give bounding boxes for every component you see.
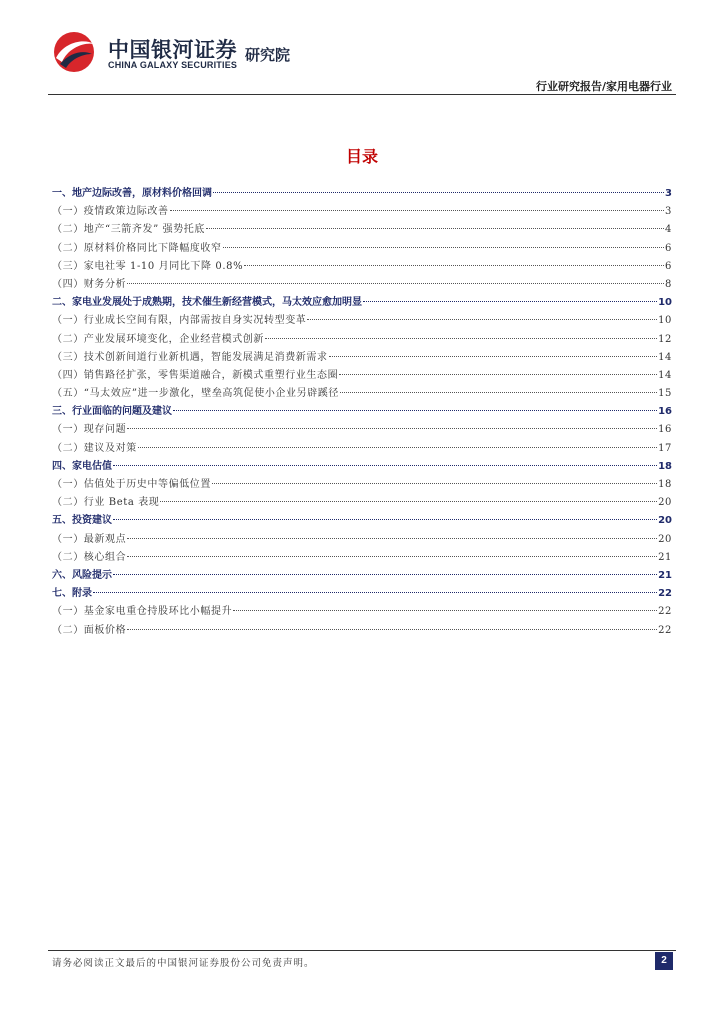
toc-dot-leader xyxy=(127,556,657,557)
toc-dot-leader xyxy=(339,374,657,375)
toc-entry-page: 10 xyxy=(658,315,672,327)
logo-english-name: CHINA GALAXY SECURITIES xyxy=(108,60,238,70)
toc-dot-leader xyxy=(233,610,657,611)
toc-entry-page: 17 xyxy=(658,442,672,454)
toc-subsection-entry[interactable] xyxy=(52,384,672,402)
toc-entry-page: 4 xyxy=(665,224,672,236)
table-of-contents xyxy=(52,184,672,639)
toc-entry-page: 21 xyxy=(658,551,672,563)
toc-entry-title: （一）估值处于历史中等偏低位置 xyxy=(52,479,211,490)
toc-entry-page: 21 xyxy=(658,569,672,581)
toc-section-entry[interactable] xyxy=(52,457,672,475)
toc-entry-page: 10 xyxy=(658,297,672,309)
toc-entry-page: 16 xyxy=(658,406,672,418)
toc-entry-page: 12 xyxy=(658,333,672,345)
toc-entry-title: （二）地产“三箭齐发” 强势托底 xyxy=(52,224,206,236)
toc-entry-page: 20 xyxy=(658,533,672,545)
toc-entry-title: （一）行业成长空间有限，内部需按自身实况转型变革 xyxy=(52,315,307,327)
toc-entry-page: 14 xyxy=(658,351,672,363)
toc-section-entry[interactable] xyxy=(52,402,672,420)
toc-entry-title: 六、风险提示 xyxy=(52,569,112,581)
toc-dot-leader xyxy=(127,629,657,630)
toc-subsection-entry[interactable] xyxy=(52,493,672,511)
toc-entry-page: 18 xyxy=(658,479,672,490)
document-type: 行业研究报告/家用电器行业 xyxy=(535,80,672,93)
toc-dot-leader xyxy=(127,428,657,429)
toc-entry-title: （三）家电社零 1-10 月同比下降 0.8% xyxy=(52,260,244,272)
toc-entry-page: 15 xyxy=(658,388,672,400)
toc-section-entry[interactable] xyxy=(52,584,672,602)
toc-subsection-entry[interactable] xyxy=(52,439,672,457)
galaxy-logo-icon xyxy=(50,30,98,74)
toc-entry-title: （一）疫情政策边际改善 xyxy=(52,206,169,218)
toc-subsection-entry[interactable] xyxy=(52,602,672,620)
toc-title: 目录 xyxy=(345,147,378,166)
toc-subsection-entry[interactable] xyxy=(52,330,672,348)
toc-subsection-entry[interactable] xyxy=(52,220,672,238)
toc-entry-title: （四）财务分析 xyxy=(52,278,127,290)
toc-subsection-entry[interactable] xyxy=(52,257,672,275)
toc-entry-page: 20 xyxy=(658,497,672,509)
toc-entry-title: （三）技术创新间道行业新机遇，智能发展满足消费新需求 xyxy=(52,351,328,363)
toc-entry-page: 3 xyxy=(665,188,672,199)
toc-entry-page: 6 xyxy=(665,242,672,254)
toc-dot-leader xyxy=(113,574,657,575)
toc-subsection-entry[interactable] xyxy=(52,239,672,257)
toc-dot-leader xyxy=(127,538,657,539)
toc-dot-leader xyxy=(127,283,664,284)
toc-dot-leader xyxy=(170,210,664,211)
toc-entry-title: 四、家电估值 xyxy=(52,460,112,472)
institute-label: 研究院 xyxy=(245,46,291,64)
toc-entry-title: （一）最新观点 xyxy=(52,533,127,545)
toc-entry-page: 18 xyxy=(658,460,672,472)
toc-subsection-entry[interactable] xyxy=(52,420,672,438)
toc-dot-leader xyxy=(363,301,657,302)
toc-subsection-entry[interactable] xyxy=(52,475,672,493)
logo-chinese-name: 中国银河证券 xyxy=(108,38,237,62)
toc-dot-leader xyxy=(138,447,657,448)
toc-entry-title: 七、附录 xyxy=(52,588,92,600)
toc-subsection-entry[interactable] xyxy=(52,348,672,366)
toc-subsection-entry[interactable] xyxy=(52,275,672,293)
toc-entry-title: 一、地产边际改善，原材料价格回调 xyxy=(52,188,212,199)
toc-subsection-entry[interactable] xyxy=(52,311,672,329)
toc-entry-page: 22 xyxy=(658,588,672,600)
footer-divider xyxy=(48,950,676,951)
toc-entry-page: 3 xyxy=(665,206,672,218)
toc-section-entry[interactable] xyxy=(52,293,672,311)
toc-dot-leader xyxy=(265,338,657,339)
toc-subsection-entry[interactable] xyxy=(52,366,672,384)
toc-subsection-entry[interactable] xyxy=(52,548,672,566)
toc-dot-leader xyxy=(206,228,664,229)
toc-section-entry[interactable] xyxy=(52,566,672,584)
toc-entry-page: 8 xyxy=(665,278,672,290)
toc-entry-page: 14 xyxy=(658,369,672,381)
page-number: 2 xyxy=(655,952,673,970)
toc-entry-page: 20 xyxy=(658,515,672,527)
toc-entry-page: 16 xyxy=(658,424,672,436)
toc-entry-title: （二）建议及对策 xyxy=(52,442,137,454)
header-divider xyxy=(48,94,676,95)
toc-entry-page: 22 xyxy=(658,606,672,618)
toc-subsection-entry[interactable] xyxy=(52,621,672,639)
toc-dot-leader xyxy=(340,392,657,393)
page-header xyxy=(0,0,724,100)
toc-entry-title: （二）核心组合 xyxy=(52,551,127,563)
toc-entry-title: （四）销售路径扩张，零售渠道融合，新模式重塑行业生态圈 xyxy=(52,369,339,381)
toc-entry-title: （二）面板价格 xyxy=(52,624,127,636)
toc-dot-leader xyxy=(113,465,657,466)
toc-dot-leader xyxy=(223,247,664,248)
footer-disclaimer: 请务必阅读正文最后的中国银河证券股份公司免责声明。 xyxy=(52,958,315,969)
toc-entry-title: （一）基金家电重仓持股环比小幅提升 xyxy=(52,606,233,618)
toc-dot-leader xyxy=(173,410,657,411)
toc-dot-leader xyxy=(244,265,664,266)
toc-entry-title: 二、家电业发展处于成熟期，技术催生新经营模式，马太效应愈加明显 xyxy=(52,297,362,309)
toc-subsection-entry[interactable] xyxy=(52,202,672,220)
toc-entry-page: 22 xyxy=(658,624,672,636)
toc-dot-leader xyxy=(93,592,657,593)
toc-entry-title: （一）现存问题 xyxy=(52,424,127,436)
toc-entry-title: 五、投资建议 xyxy=(52,515,112,527)
toc-entry-title: （二）产业发展环境变化，企业经营模式创新 xyxy=(52,333,264,345)
toc-dot-leader xyxy=(212,483,657,484)
toc-dot-leader xyxy=(160,501,657,502)
toc-subsection-entry[interactable] xyxy=(52,530,672,548)
toc-section-entry[interactable] xyxy=(52,184,672,202)
toc-entry-title: （二）原材料价格同比下降幅度收窄 xyxy=(52,242,222,254)
toc-dot-leader xyxy=(329,356,657,357)
toc-dot-leader xyxy=(307,319,657,320)
toc-dot-leader xyxy=(113,519,657,520)
toc-section-entry[interactable] xyxy=(52,511,672,529)
toc-entry-title: （五）“马太效应”进一步激化，壁垒高筑促使小企业另辟蹊径 xyxy=(52,388,340,400)
toc-entry-title: 三、行业面临的问题及建议 xyxy=(52,406,172,418)
toc-dot-leader xyxy=(213,192,664,193)
toc-entry-title: （二）行业 Beta 表现 xyxy=(52,497,160,509)
toc-entry-page: 6 xyxy=(665,260,672,272)
